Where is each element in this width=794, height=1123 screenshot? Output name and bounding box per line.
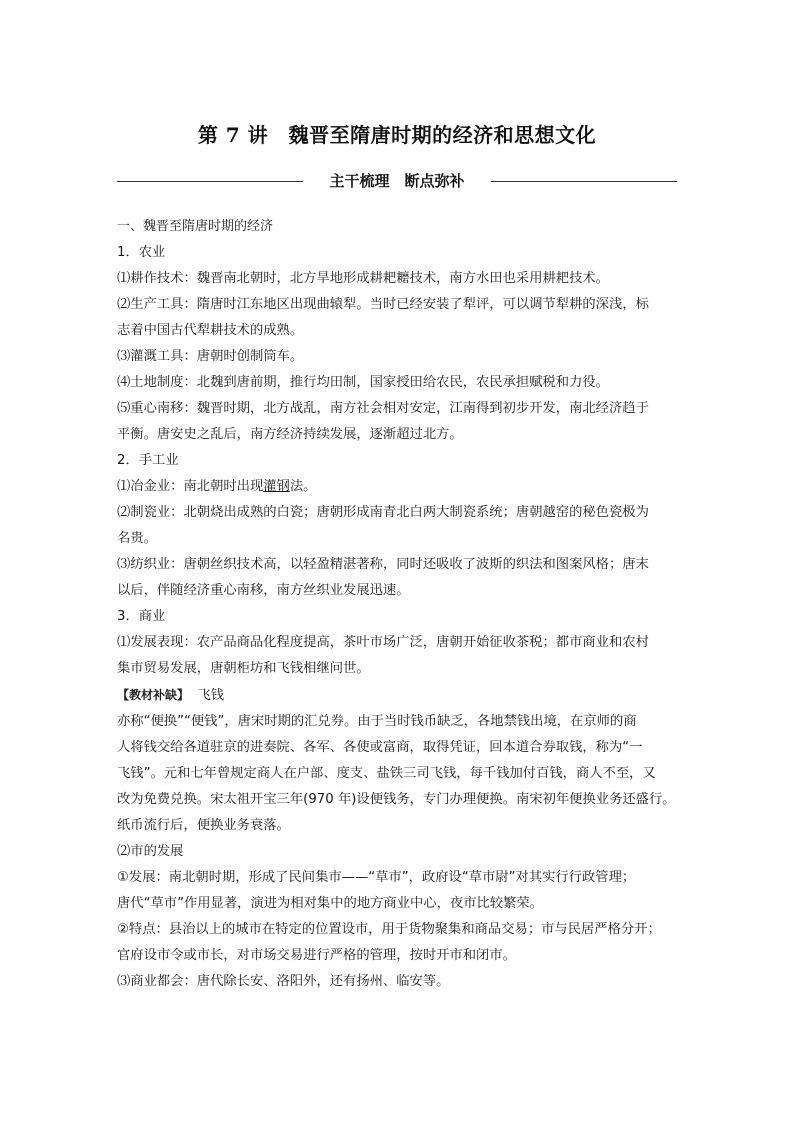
- page-title: 第 7 讲 魏晋至隋唐时期的经济和思想文化: [197, 123, 597, 147]
- handicraft-paragraph-2-line1: ⑵制瓷业：北朝烧出成熟的白瓷；唐朝形成南青北白两大制瓷系统；唐朝越窑的秘色瓷极为: [117, 505, 649, 520]
- agri-paragraph-2-line1: ⑵生产工具：隋唐时江东地区出现曲辕犁。当时已经安装了犁评，可以调节犁耕的深浅，标: [117, 297, 649, 312]
- agri-paragraph-4: ⑷土地制度：北魏到唐前期，推行均田制，国家授田给农民，农民承担赋税和力役。: [117, 375, 609, 390]
- underlined-term: 灌钢: [263, 479, 290, 494]
- market-point-2-line2: 官府设市令或市长，对市场交易进行严格的管理，按时开市和闭市。: [117, 948, 516, 963]
- market-point-2-line1: ②特点：县治以上的城市在特定的位置设市，用于货物聚集和商品交易；市与民居严格分开；: [117, 922, 661, 937]
- section-bar-label: 主干梳理 断点弥补: [329, 172, 465, 190]
- agri-paragraph-3: ⑶灌溉工具：唐朝时创制筒车。: [117, 349, 304, 364]
- handicraft-p1-post: 法。: [289, 479, 317, 494]
- section-heading: 一、魏晋至隋唐时期的经济: [117, 219, 274, 234]
- supplement-heading: [117, 682, 680, 709]
- section-divider: [117, 170, 677, 194]
- handicraft-paragraph-2-line2: 名贵。: [117, 531, 157, 546]
- supplement-badge: 【教材补缺】: [117, 688, 190, 702]
- main-content: [117, 214, 680, 995]
- subsection-heading-handicraft: 2．手工业: [117, 453, 179, 468]
- feiqian-line-3: 飞钱”。元和七年曾规定商人在户部、度支、盐铁三司飞钱，每千钱加付百钱，商人不至，又: [117, 766, 656, 781]
- feiqian-line-1: 亦称“便换”“便钱”，唐宋时期的汇兑券。由于当时钱币缺乏，各地禁钱出境，在京师的商: [117, 714, 637, 729]
- market-heading: ⑵市的发展: [117, 844, 184, 859]
- subsection-heading-agriculture: 1．农业: [117, 245, 166, 260]
- divider-line-left: [117, 181, 303, 182]
- subsection-heading-commerce: 3．商业: [117, 609, 166, 624]
- handicraft-p1-pre: ⑴冶金业：南北朝时出现: [117, 479, 264, 494]
- handicraft-paragraph-3-line2: 以后，伴随经济重心南移，南方丝织业发展迅速。: [117, 583, 410, 598]
- feiqian-line-2: 人将钱交给各道驻京的进奏院、各军、各使或富商，取得凭证，回本道合券取钱，称为“一: [117, 740, 643, 755]
- commerce-paragraph-3: ⑶商业都会：唐代除长安、洛阳外，还有扬州、临安等。: [117, 974, 450, 989]
- feiqian-line-4: 改为免费兑换。宋太祖开宝三年(970 年)设便钱务，专门办理便换。南宋初年便换业务还盛行。: [117, 792, 676, 807]
- market-point-1-line1: ①发展：南北朝时期，形成了民间集市——“草市”，政府设“草市尉”对其实行行政管理；: [117, 870, 636, 885]
- handicraft-paragraph-3-line1: ⑶纺织业：唐朝丝织技术高，以轻盈精湛著称，同时还吸收了波斯的织法和图案风格；唐末: [117, 557, 649, 572]
- supplement-topic: 飞钱: [197, 688, 225, 703]
- commerce-paragraph-1-line2: 集市贸易发展，唐朝柜坊和飞钱相继问世。: [117, 661, 370, 676]
- market-point-1-line2: 唐代“草市”作用显著，演进为相对集中的地方商业中心，夜市比较繁荣。: [117, 896, 543, 911]
- handicraft-paragraph-1: [117, 474, 680, 500]
- agri-paragraph-1: ⑴耕作技术：魏晋南北朝时，北方旱地形成耕耙耱技术，南方水田也采用耕耙技术。: [117, 271, 609, 286]
- agri-paragraph-2-line2: 志着中国古代犁耕技术的成熟。: [117, 323, 304, 338]
- agri-paragraph-5-line2: 平衡。唐安史之乱后，南方经济持续发展，逐渐超过北方。: [117, 427, 463, 442]
- commerce-paragraph-1-line1: ⑴发展表现：农产品商品化程度提高，茶叶市场广泛，唐朝开始征收茶税；都市商业和农村: [117, 635, 649, 650]
- divider-line-right: [491, 181, 677, 182]
- agri-paragraph-5-line1: ⑸重心南移：魏晋时期，北方战乱，南方社会相对安定，江南得到初步开发，南北经济趋于: [117, 401, 649, 416]
- feiqian-line-5: 纸币流行后，便换业务衰落。: [117, 818, 290, 833]
